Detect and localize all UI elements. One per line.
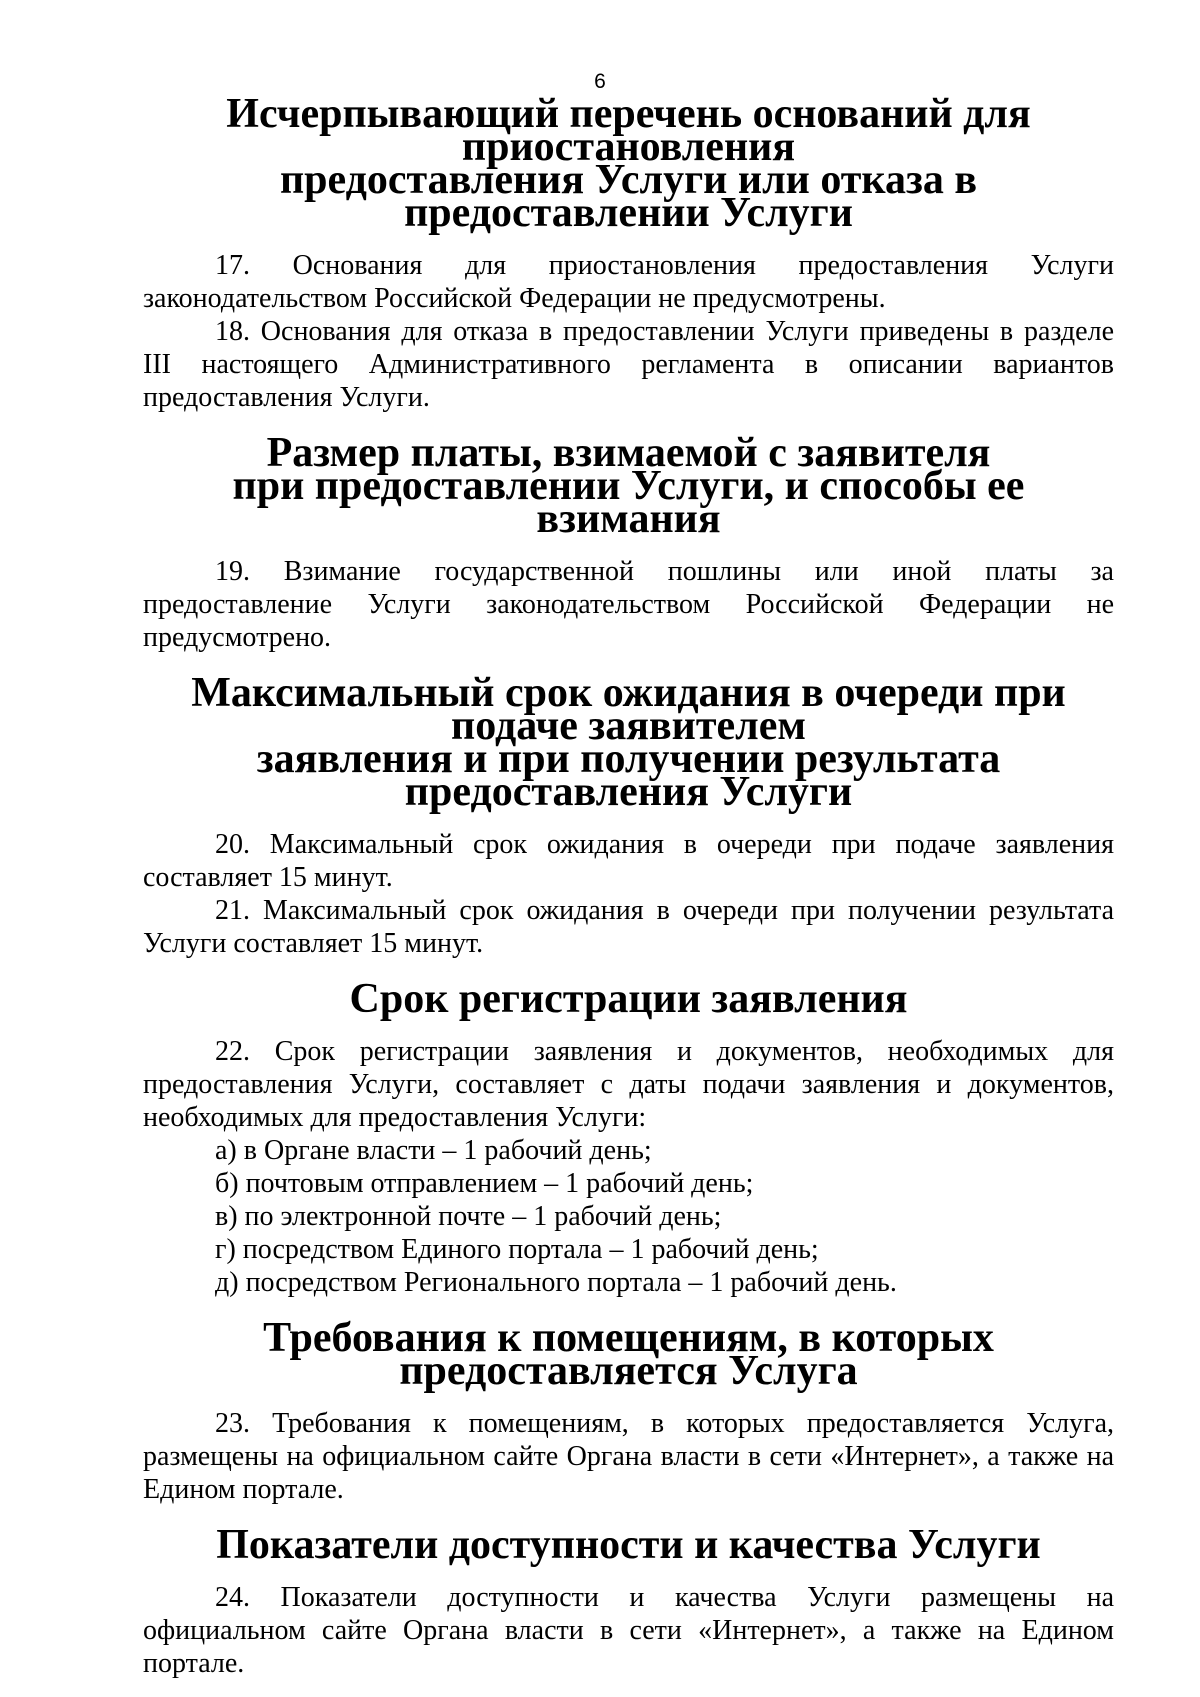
paragraph-24: 24. Показатели доступности и качества Услуги размещены на официальном сайте Органа власти в сети «Интернет», а также на Едином портале. bbox=[143, 1582, 1114, 1679]
heading-line: Исчерпывающий перечень оснований для приостановления bbox=[226, 91, 1031, 170]
paragraph-18: 18. Основания для отказа в предоставлении Услуги приведены в разделе III настоящего Административного регламента в описании вариантов предоставления Услуги. bbox=[143, 316, 1114, 413]
paragraph-23: 23. Требования к помещениям, в которых предоставляется Услуга, размещены на официальном сайте Органа власти в сети «Интернет», а также на Едином портале. bbox=[143, 1408, 1114, 1505]
heading-line: предоставления Услуги или отказа в предоставлении Услуги bbox=[279, 157, 978, 236]
heading-line: при предоставлении Услуги, и способы ее взимания bbox=[232, 463, 1025, 542]
paragraph-22: 22. Срок регистрации заявления и документов, необходимых для предоставления Услуги, составляет с даты подачи заявления и документов, необходимых для предоставления Услуги: bbox=[143, 1036, 1114, 1133]
heading-line: Требования к помещениям, в которых предоставляется Услуга bbox=[263, 1315, 994, 1394]
heading-line: Срок регистрации заявления bbox=[349, 976, 908, 1022]
list-item: а) в Органе власти – 1 рабочий день; bbox=[215, 1135, 652, 1166]
list-item: г) посредством Единого портала – 1 рабочий день; bbox=[215, 1234, 819, 1265]
section-heading-fees bbox=[143, 430, 1114, 542]
paragraph-21: 21. Максимальный срок ожидания в очереди при получении результата Услуги составляет 15 минут. bbox=[143, 895, 1114, 959]
section-heading-registration-term bbox=[143, 976, 1114, 1022]
list-item: д) посредством Регионального портала – 1 рабочий день. bbox=[215, 1267, 897, 1298]
page-number: 6 bbox=[594, 70, 606, 93]
section-heading-premises-requirements bbox=[143, 1315, 1114, 1394]
heading-line: Размер платы, взимаемой с заявителя bbox=[266, 430, 991, 476]
list-item: в) по электронной почте – 1 рабочий день; bbox=[215, 1201, 722, 1232]
section-heading-queue-time bbox=[143, 670, 1114, 815]
paragraph-17: 17. Основания для приостановления предоставления Услуги законодательством Российской Федерации не предусмотрены. bbox=[143, 250, 1114, 314]
heading-line: Показатели доступности и качества Услуги bbox=[216, 1522, 1041, 1568]
heading-line: Максимальный срок ожидания в очереди при подаче заявителем bbox=[191, 670, 1066, 749]
list-item: б) почтовым отправлением – 1 рабочий день; bbox=[215, 1168, 754, 1199]
paragraph-19: 19. Взимание государственной пошлины или иной платы за предоставление Услуги законодательством Российской Федерации не предусмотрено. bbox=[143, 556, 1114, 653]
document-body bbox=[143, 91, 1114, 1680]
section-heading-quality-indicators bbox=[143, 1522, 1114, 1568]
section-heading-suspension-grounds bbox=[143, 91, 1114, 236]
paragraph-20: 20. Максимальный срок ожидания в очереди при подаче заявления составляет 15 минут. bbox=[143, 829, 1114, 893]
heading-line: заявления и при получении результата предоставления Услуги bbox=[256, 736, 1001, 815]
